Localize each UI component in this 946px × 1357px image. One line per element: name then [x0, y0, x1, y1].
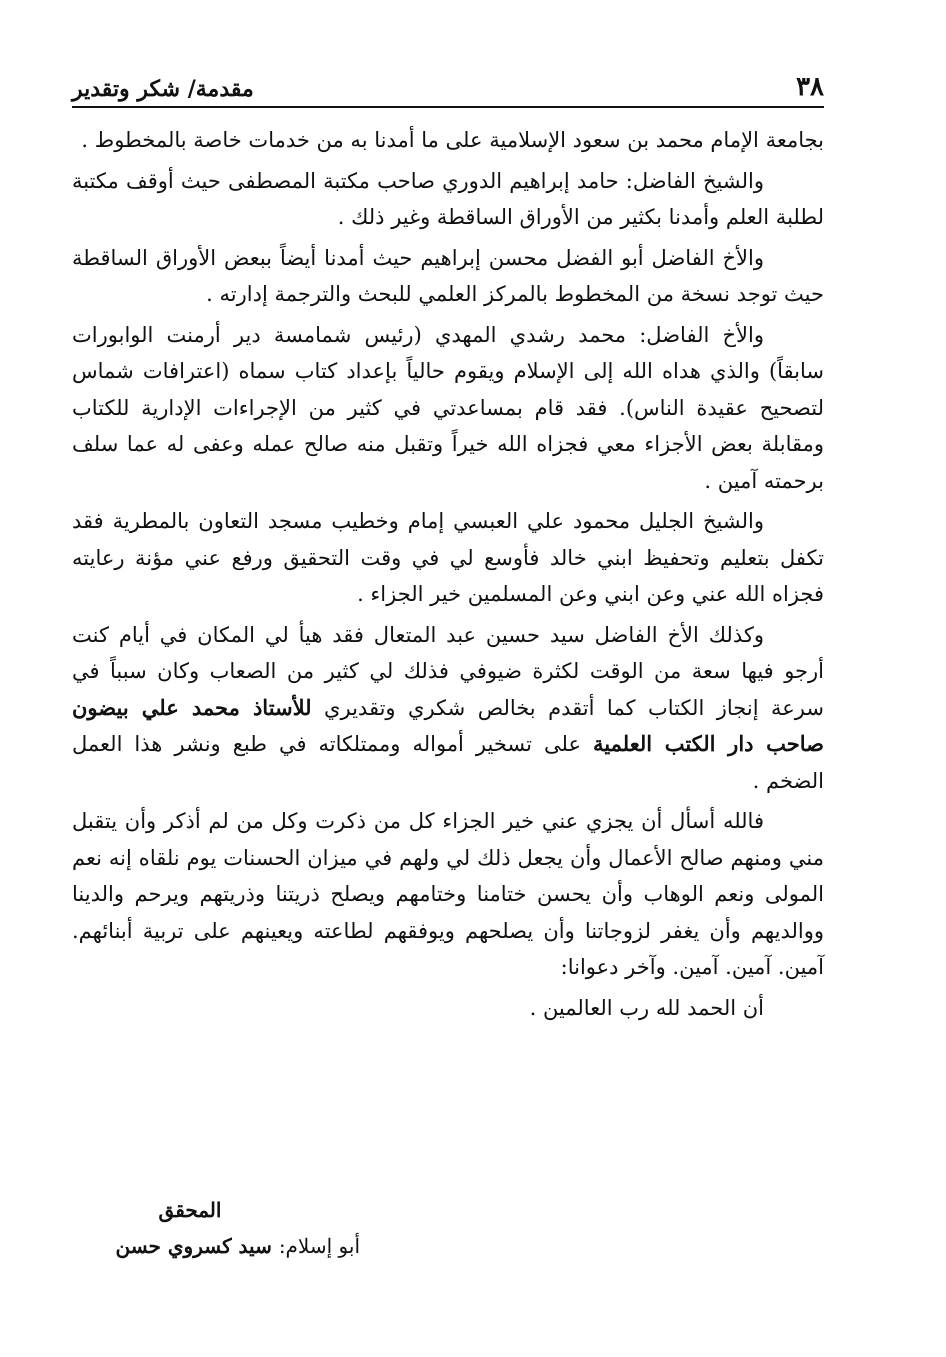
section-title: مقدمة/ شكر وتقدير: [72, 76, 254, 102]
paragraph-1: بجامعة الإمام محمد بن سعود الإسلامية على ما أمدنا به من خدمات خاصة بالمخطوط .: [81, 128, 824, 152]
paragraph-6-bold-name: للأستاذ محمد علي بيضون صاحب دار الكتب العلمية: [72, 694, 824, 756]
paragraph-7: فالله أسأل أن يجزي عني خير الجزاء كل من ذكرت وكل من لم أذكر وأن يتقبل مني ومنهم صالح الأعمال وأن يجعل ذلك لي ولهم في ميزان الحسنات يوم نلقاه إنه نعم المولى ونعم الوهاب وأن يحسن ختامنا وختامهم ويصلح ذريتنا وذريتهم ويرحم والدينا ووالديهم وأن يغفر لزوجاتنا وأن يصلحهم ويوفقهم لطاعته ويعينهم على تربية أبنائهم. آمين. آمين. آمين. وآخر دعوانا:: [72, 809, 824, 979]
signature-kunya: أبو إسلام:: [278, 1234, 360, 1258]
paragraph-3: والأخ الفاضل أبو الفضل محسن إبراهيم حيث أمدنا أيضاً ببعض الأوراق الساقطة حيث توجد نسخة من المخطوط بالمركز العلمي للبحث والترجمة إدارته .: [72, 245, 824, 306]
paragraph-6: [72, 617, 824, 800]
page-number: ٣٨: [796, 72, 824, 102]
body-text: [72, 122, 824, 1026]
paragraph-6-text-a: وكذلك الأخ الفاضل سيد حسين عبد المتعال فقد هيأ لي المكان في أيام كنت أرجو فيها سعة من الوقت لكثرة ضيوفي فذلك لي كثير من الصعاب وكان سبباً في سرعة إنجاز الكتاب كما أتقدم بخالص شكري وتقديري: [72, 622, 824, 720]
paragraph-5: والشيخ الجليل محمود علي العبسي إمام وخطيب مسجد التعاون بالمطرية فقد تكفل بتعليم وتحفيظ ابني خالد فأوسع لي في وقت التحقيق ورفع عني مؤنة رعايته فجزاه الله عني وعن ابني وعن المسلمين خير الجزاء .: [72, 509, 824, 606]
signature-name-line: [60, 1234, 360, 1258]
signature-role: المحقق: [158, 1198, 222, 1222]
closing-line: أن الحمد لله رب العالمين .: [529, 995, 764, 1020]
paragraph-4: والأخ الفاضل: محمد رشدي المهدي (رئيس شمامسة دير أرمنت الوابورات سابقاً) والذي هداه الله إلى الإسلام ويقوم حالياً بإعداد كتاب سماه (اعترافات شماس لتصحيح عقيدة الناس). فقد قام بمساعدتي في كثير من الإجراءات الإدارية للكتاب ومقابلة بعض الأجزاء معي فجزاه الله خيراً وتقبل منه صالح عمله وعفى له عما سلف برحمته آمين .: [72, 322, 824, 493]
signature-name: سيد كسروي حسن: [115, 1234, 272, 1258]
signature-block: [60, 1198, 360, 1258]
paragraph-2: والشيخ الفاضل: حامد إبراهيم الدوري صاحب مكتبة المصطفى حيث أوقف مكتبة لطلبة العلم وأمدنا بكثير من الأوراق الساقطة وغير ذلك .: [72, 168, 824, 229]
running-header: [72, 62, 824, 108]
paragraph-6-text-b: على تسخير أمواله وممتلكاته في طبع ونشر هذا العمل الضخم .: [72, 732, 824, 793]
